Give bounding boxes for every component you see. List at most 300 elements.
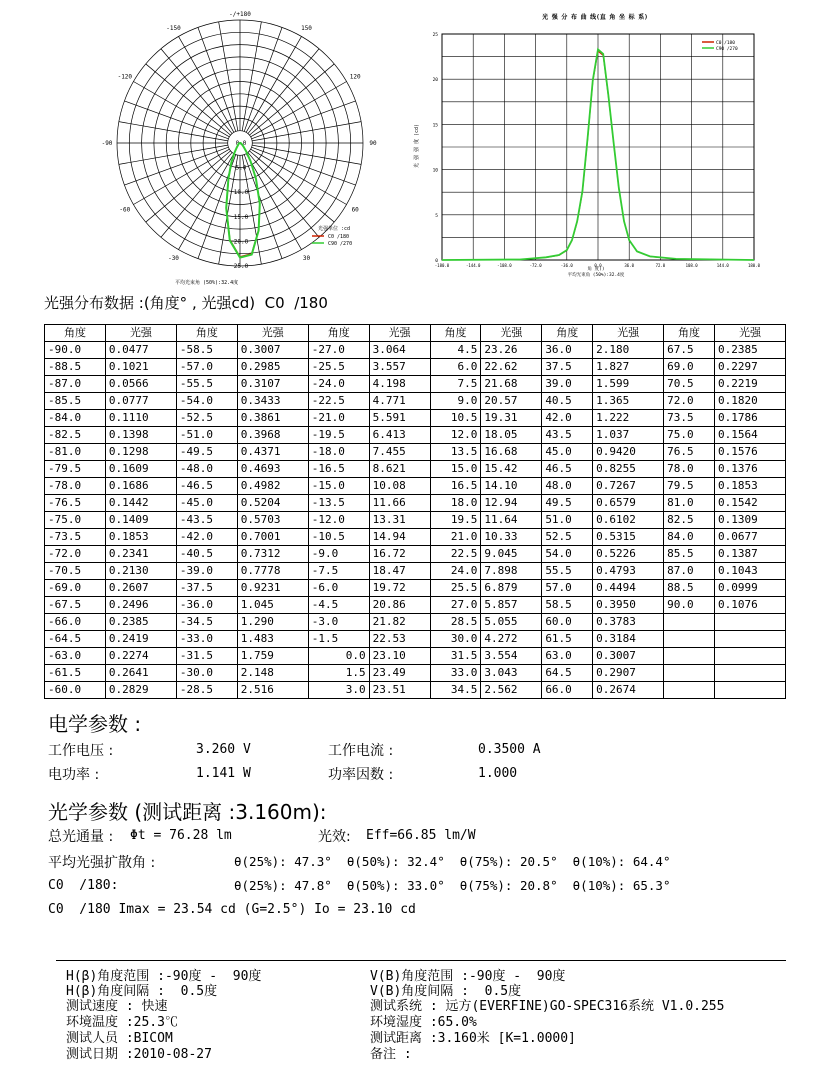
- intensity-cell: 0.2341: [105, 546, 176, 563]
- angle-cell: -6.0: [308, 580, 369, 597]
- polar-angle-label: 30: [302, 255, 311, 263]
- angle-cell: 55.5: [542, 563, 593, 580]
- intensity-cell: 0.0677: [714, 529, 785, 546]
- pf-value: 1.000: [478, 766, 518, 781]
- intensity-cell: 0.5315: [593, 529, 664, 546]
- intensity-cell: 2.148: [237, 665, 308, 682]
- intensity-cell: [714, 682, 785, 699]
- angle-cell: -81.0: [45, 444, 106, 461]
- polar-beam-caption: 平均光束角 (50%):32.4度: [175, 280, 239, 286]
- angle-cell: -76.5: [45, 495, 106, 512]
- intensity-cell: 22.53: [369, 631, 430, 648]
- intensity-cell: 0.2219: [714, 376, 785, 393]
- table-row: [45, 376, 786, 393]
- intensity-cell: 0.1853: [105, 529, 176, 546]
- flux-label: 总光通量 :: [48, 829, 114, 845]
- intensity-cell: 15.42: [481, 461, 542, 478]
- angle-cell: -48.0: [176, 461, 237, 478]
- intensity-cell: 4.272: [481, 631, 542, 648]
- intensity-cell: 2.562: [481, 682, 542, 699]
- polar-spoke: [119, 122, 228, 141]
- angle-cell: 7.5: [430, 376, 481, 393]
- cart-xtick: 180.0: [747, 263, 761, 268]
- angle-cell: -37.5: [176, 580, 237, 597]
- intensity-cell: 22.62: [481, 359, 542, 376]
- angle-cell: 16.5: [430, 478, 481, 495]
- intensity-cell: 1.045: [237, 597, 308, 614]
- footer-h-step: H(β)角度间隔 : 0.5度: [66, 984, 218, 999]
- intensity-cell: 23.51: [369, 682, 430, 699]
- table-body: [45, 342, 786, 699]
- avg-spread-values: θ(25%): 47.3° θ(50%): 32.4° θ(75%): 20.5° θ(10%): 64.4°: [234, 854, 671, 869]
- angle-cell: -24.0: [308, 376, 369, 393]
- angle-cell: -69.0: [45, 580, 106, 597]
- angle-cell: -21.0: [308, 410, 369, 427]
- intensity-cell: 13.31: [369, 512, 430, 529]
- intensity-cell: 0.2985: [237, 359, 308, 376]
- intensity-cell: 0.7312: [237, 546, 308, 563]
- polar-angle-label: -90: [101, 140, 113, 147]
- intensity-cell: 21.68: [481, 376, 542, 393]
- angle-cell: -63.0: [45, 648, 106, 665]
- angle-cell: 73.5: [664, 410, 715, 427]
- angle-cell: 37.5: [542, 359, 593, 376]
- intensity-cell: 7.898: [481, 563, 542, 580]
- cart-xtick: -36.0: [560, 263, 573, 268]
- intensity-cell: [714, 614, 785, 631]
- angle-cell: 88.5: [664, 580, 715, 597]
- angle-cell: 90.0: [664, 597, 715, 614]
- angle-cell: 61.5: [542, 631, 593, 648]
- angle-cell: 87.0: [664, 563, 715, 580]
- angle-cell: -52.5: [176, 410, 237, 427]
- table-header-cell: 光强: [714, 325, 785, 342]
- polar-legend-title: 光强单位 :cd: [318, 226, 351, 232]
- polar-radius-label: 15.0: [233, 213, 249, 221]
- intensity-cell: 0.0477: [105, 342, 176, 359]
- intensity-cell: 0.2829: [105, 682, 176, 699]
- angle-cell: -18.0: [308, 444, 369, 461]
- table-row: [45, 597, 786, 614]
- table-row: [45, 444, 786, 461]
- intensity-cell: 0.1298: [105, 444, 176, 461]
- table-row: [45, 478, 786, 495]
- footer-person: 测试人员 :BICOM: [66, 1031, 173, 1046]
- angle-cell: [664, 682, 715, 699]
- intensity-cell: 0.1564: [714, 427, 785, 444]
- intensity-cell: 0.1043: [714, 563, 785, 580]
- angle-cell: 67.5: [664, 342, 715, 359]
- angle-cell: -75.0: [45, 512, 106, 529]
- intensity-cell: 0.1609: [105, 461, 176, 478]
- cart-grid: [442, 34, 754, 260]
- angle-cell: 78.0: [664, 461, 715, 478]
- intensity-cell: 1.365: [593, 393, 664, 410]
- angle-cell: -4.5: [308, 597, 369, 614]
- angle-cell: [664, 631, 715, 648]
- table-header-cell: 光强: [481, 325, 542, 342]
- intensity-cell: 14.10: [481, 478, 542, 495]
- intensity-cell: 0.1820: [714, 393, 785, 410]
- angle-cell: 27.0: [430, 597, 481, 614]
- intensity-cell: 11.64: [481, 512, 542, 529]
- intensity-cell: 3.554: [481, 648, 542, 665]
- angle-cell: -19.5: [308, 427, 369, 444]
- intensity-cell: 3.064: [369, 342, 430, 359]
- polar-spoke: [219, 22, 238, 131]
- angle-cell: -36.0: [176, 597, 237, 614]
- intensity-cell: 0.1686: [105, 478, 176, 495]
- intensity-cell: 10.33: [481, 529, 542, 546]
- intensity-cell: 5.857: [481, 597, 542, 614]
- intensity-cell: 4.198: [369, 376, 430, 393]
- angle-cell: 42.0: [542, 410, 593, 427]
- footer-h-range: H(β)角度范围 :-90度 - 90度: [66, 969, 262, 984]
- polar-spoke: [119, 145, 228, 164]
- table-header-row: [45, 325, 786, 342]
- voltage-label: 工作电压 :: [48, 743, 114, 759]
- intensity-cell: 4.771: [369, 393, 430, 410]
- polar-angle-label: 90: [369, 140, 377, 147]
- angle-cell: 46.5: [542, 461, 593, 478]
- angle-cell: -55.5: [176, 376, 237, 393]
- intensity-cell: 0.5703: [237, 512, 308, 529]
- intensity-cell: 1.599: [593, 376, 664, 393]
- polar-radius-label: 0.0: [235, 140, 247, 147]
- footer-date: 测试日期 :2010-08-27: [66, 1047, 212, 1062]
- angle-cell: -73.5: [45, 529, 106, 546]
- intensity-cell: 0.1309: [714, 512, 785, 529]
- polar-legend-c90: C90 /270: [328, 241, 353, 247]
- angle-cell: 81.0: [664, 495, 715, 512]
- elec-title: 电学参数 :: [48, 712, 142, 736]
- angle-cell: 21.0: [430, 529, 481, 546]
- cart-xtick: -180.0: [434, 263, 450, 268]
- cart-ytick: 15: [432, 123, 438, 129]
- cart-ytick: 0: [435, 259, 438, 264]
- c0-spread-label: C0 /180:: [48, 878, 119, 893]
- angle-cell: -49.5: [176, 444, 237, 461]
- intensity-cell: 0.5204: [237, 495, 308, 512]
- angle-cell: [664, 648, 715, 665]
- table-row: [45, 342, 786, 359]
- table-row: [45, 648, 786, 665]
- angle-cell: -30.0: [176, 665, 237, 682]
- intensity-cell: 0.8255: [593, 461, 664, 478]
- cartesian-chart: [410, 6, 780, 286]
- polar-angle-label: 150: [301, 24, 312, 32]
- intensity-cell: 21.82: [369, 614, 430, 631]
- intensity-cell: 2.516: [237, 682, 308, 699]
- angle-cell: -33.0: [176, 631, 237, 648]
- table-row: [45, 495, 786, 512]
- angle-cell: 75.0: [664, 427, 715, 444]
- polar-radius-label: 5.0: [235, 164, 247, 172]
- intensity-cell: 0.3968: [237, 427, 308, 444]
- polar-angle-label: -/+180: [229, 11, 251, 18]
- angle-cell: -54.0: [176, 393, 237, 410]
- angle-cell: -40.5: [176, 546, 237, 563]
- cart-xtick: 0.0: [594, 263, 602, 268]
- polar-radius-label: 20.0: [233, 238, 249, 246]
- angle-cell: 3.0: [308, 682, 369, 699]
- intensity-cell: 0.1110: [105, 410, 176, 427]
- footer-humidity: 环境湿度 :65.0%: [370, 1015, 477, 1030]
- table-row: [45, 393, 786, 410]
- polar-radius-label: 10.0: [233, 189, 249, 197]
- angle-cell: 6.0: [430, 359, 481, 376]
- polar-spoke: [242, 22, 261, 131]
- angle-cell: 43.5: [542, 427, 593, 444]
- power-value: 1.141 W: [196, 766, 251, 781]
- angle-cell: -58.5: [176, 342, 237, 359]
- intensity-cell: 0.1076: [714, 597, 785, 614]
- intensity-cell: 0.6579: [593, 495, 664, 512]
- c0-spread-values: θ(25%): 47.8° θ(50%): 33.0° θ(75%): 20.8° θ(10%): 65.3°: [234, 878, 671, 893]
- angle-cell: -7.5: [308, 563, 369, 580]
- polar-grid: [117, 20, 363, 270]
- intensity-cell: 0.7267: [593, 478, 664, 495]
- angle-cell: 48.0: [542, 478, 593, 495]
- angle-cell: 1.5: [308, 665, 369, 682]
- intensity-cell: 0.6102: [593, 512, 664, 529]
- cart-ytick: 25: [432, 33, 438, 38]
- intensity-cell: 0.4693: [237, 461, 308, 478]
- eff-label: 光效:: [318, 829, 351, 845]
- angle-cell: -42.0: [176, 529, 237, 546]
- angle-cell: -60.0: [45, 682, 106, 699]
- pf-label: 功率因数 :: [328, 767, 394, 783]
- intensity-cell: 0.3433: [237, 393, 308, 410]
- intensity-cell: 0.1376: [714, 461, 785, 478]
- intensity-cell: 18.47: [369, 563, 430, 580]
- polar-angle-label: 120: [349, 73, 361, 81]
- footer-v-range: V(B)角度范围 :-90度 - 90度: [370, 969, 566, 984]
- table-row: [45, 631, 786, 648]
- power-label: 电功率 :: [48, 767, 100, 783]
- angle-cell: 15.0: [430, 461, 481, 478]
- cart-legend-c90: C90 /270: [716, 47, 738, 52]
- polar-angle-label: -60: [119, 206, 131, 214]
- angle-cell: 33.0: [430, 665, 481, 682]
- angle-cell: [664, 614, 715, 631]
- footer-system: 测试系统 : 远方(EVERFINE)GO-SPEC316系统 V1.0.255: [370, 999, 725, 1014]
- angle-cell: -39.0: [176, 563, 237, 580]
- intensity-cell: 0.2385: [105, 614, 176, 631]
- angle-cell: 69.0: [664, 359, 715, 376]
- intensity-cell: 0.4371: [237, 444, 308, 461]
- table-row: [45, 427, 786, 444]
- table-header-cell: 角度: [45, 325, 106, 342]
- angle-cell: 19.5: [430, 512, 481, 529]
- angle-cell: 66.0: [542, 682, 593, 699]
- angle-cell: -67.5: [45, 597, 106, 614]
- table-header-cell: 角度: [176, 325, 237, 342]
- intensity-cell: 10.08: [369, 478, 430, 495]
- table-header-cell: 光强: [105, 325, 176, 342]
- intensity-cell: 19.31: [481, 410, 542, 427]
- intensity-cell: 7.455: [369, 444, 430, 461]
- polar-legend-c0: C0 /180: [328, 234, 350, 240]
- angle-cell: -28.5: [176, 682, 237, 699]
- angle-cell: 54.0: [542, 546, 593, 563]
- cart-xtick: 72.0: [655, 263, 666, 268]
- avg-spread-label: 平均光强扩散角 :: [48, 855, 156, 871]
- table-row: [45, 665, 786, 682]
- table-row: [45, 682, 786, 699]
- angle-cell: 64.5: [542, 665, 593, 682]
- angle-cell: -12.0: [308, 512, 369, 529]
- cart-xtick: -144.0: [465, 263, 481, 268]
- angle-cell: 58.5: [542, 597, 593, 614]
- intensity-cell: 0.3107: [237, 376, 308, 393]
- intensity-cell: 23.26: [481, 342, 542, 359]
- angle-cell: -90.0: [45, 342, 106, 359]
- intensity-cell: 14.94: [369, 529, 430, 546]
- angle-cell: 4.5: [430, 342, 481, 359]
- angle-cell: -13.5: [308, 495, 369, 512]
- intensity-cell: 1.290: [237, 614, 308, 631]
- angle-cell: 12.0: [430, 427, 481, 444]
- intensity-cell: 23.49: [369, 665, 430, 682]
- intensity-cell: 9.045: [481, 546, 542, 563]
- footer-temp: 环境温度 :25.3℃: [66, 1015, 178, 1030]
- intensity-cell: 0.2274: [105, 648, 176, 665]
- angle-cell: 52.5: [542, 529, 593, 546]
- polar-angle-label: -120: [117, 73, 133, 81]
- intensity-cell: 0.1786: [714, 410, 785, 427]
- table-header-cell: 光强: [237, 325, 308, 342]
- table-row: [45, 529, 786, 546]
- cart-ytick: 5: [435, 213, 438, 219]
- angle-cell: 36.0: [542, 342, 593, 359]
- angle-cell: -82.5: [45, 427, 106, 444]
- table-row: [45, 563, 786, 580]
- intensity-cell: 2.180: [593, 342, 664, 359]
- angle-cell: 30.0: [430, 631, 481, 648]
- intensity-cell: 0.4982: [237, 478, 308, 495]
- intensity-cell: 0.3950: [593, 597, 664, 614]
- angle-cell: 49.5: [542, 495, 593, 512]
- cart-title: 光 强 分 布 曲 线(直 角 坐 标 系): [542, 14, 648, 21]
- angle-cell: -79.5: [45, 461, 106, 478]
- intensity-cell: 0.2641: [105, 665, 176, 682]
- angle-cell: -9.0: [308, 546, 369, 563]
- intensity-cell: 19.72: [369, 580, 430, 597]
- polar-chart: [80, 10, 400, 290]
- angle-cell: -88.5: [45, 359, 106, 376]
- angle-cell: -25.5: [308, 359, 369, 376]
- angle-cell: -3.0: [308, 614, 369, 631]
- intensity-cell: 0.1576: [714, 444, 785, 461]
- table-title: 光强分布数据 :(角度° , 光强cd) C0 /180: [44, 294, 328, 312]
- footer-divider: [56, 960, 786, 961]
- cart-xtick: 36.0: [624, 263, 635, 268]
- intensity-cell: 0.5226: [593, 546, 664, 563]
- cart-ticks: [433, 32, 761, 268]
- intensity-cell: 0.9420: [593, 444, 664, 461]
- intensity-cell: 0.3783: [593, 614, 664, 631]
- angle-cell: 22.5: [430, 546, 481, 563]
- intensity-cell: 16.68: [481, 444, 542, 461]
- intensity-cell: 0.9231: [237, 580, 308, 597]
- angle-cell: -1.5: [308, 631, 369, 648]
- intensity-cell: 6.413: [369, 427, 430, 444]
- angle-cell: -72.0: [45, 546, 106, 563]
- table-header-cell: 角度: [542, 325, 593, 342]
- angle-cell: 13.5: [430, 444, 481, 461]
- flux-value: Φt = 76.28 lm: [130, 828, 232, 843]
- intensity-cell: [714, 631, 785, 648]
- angle-cell: -51.0: [176, 427, 237, 444]
- angle-cell: -27.0: [308, 342, 369, 359]
- angle-cell: 85.5: [664, 546, 715, 563]
- intensity-cell: 0.2297: [714, 359, 785, 376]
- angle-cell: 63.0: [542, 648, 593, 665]
- intensity-cell: 23.10: [369, 648, 430, 665]
- intensity-cell: 0.1542: [714, 495, 785, 512]
- angle-cell: 79.5: [664, 478, 715, 495]
- polar-spoke: [252, 145, 361, 164]
- cart-legend-c0: C0 /180: [716, 41, 735, 46]
- cart-xtick: -72.0: [529, 263, 542, 268]
- table-row: [45, 359, 786, 376]
- table-row: [45, 614, 786, 631]
- angle-cell: -10.5: [308, 529, 369, 546]
- footer-speed: 测试速度 : 快速: [66, 999, 168, 1014]
- intensity-cell: 0.2419: [105, 631, 176, 648]
- angle-cell: 10.5: [430, 410, 481, 427]
- angle-cell: -87.0: [45, 376, 106, 393]
- angle-cell: 84.0: [664, 529, 715, 546]
- intensity-cell: 0.3007: [237, 342, 308, 359]
- footer-v-step: V(B)角度间隔 : 0.5度: [370, 984, 522, 999]
- angle-cell: -46.5: [176, 478, 237, 495]
- current-label: 工作电流 :: [328, 743, 394, 759]
- intensity-cell: 20.57: [481, 393, 542, 410]
- intensity-cell: 0.1409: [105, 512, 176, 529]
- intensity-cell: 1.759: [237, 648, 308, 665]
- eff-value: Eff=66.85 lm/W: [366, 828, 476, 843]
- cart-xtick: 108.0: [685, 263, 698, 268]
- intensity-cell: 0.1021: [105, 359, 176, 376]
- angle-cell: 0.0: [308, 648, 369, 665]
- table-row: [45, 546, 786, 563]
- intensity-cell: 1.222: [593, 410, 664, 427]
- polar-angle-label: -150: [166, 24, 181, 32]
- intensity-cell: 0.1442: [105, 495, 176, 512]
- angle-cell: -85.5: [45, 393, 106, 410]
- intensity-cell: 0.2130: [105, 563, 176, 580]
- table-header-cell: 角度: [430, 325, 481, 342]
- angle-cell: -16.5: [308, 461, 369, 478]
- intensity-cell: 0.2496: [105, 597, 176, 614]
- intensity-cell: 1.827: [593, 359, 664, 376]
- angle-cell: -66.0: [45, 614, 106, 631]
- angle-cell: -64.5: [45, 631, 106, 648]
- angle-cell: [664, 665, 715, 682]
- cart-beam-caption: 平均光束角 (50%):32.4度: [567, 273, 625, 278]
- angle-cell: 57.0: [542, 580, 593, 597]
- angle-cell: 51.0: [542, 512, 593, 529]
- angle-cell: -45.0: [176, 495, 237, 512]
- intensity-cell: [714, 648, 785, 665]
- angle-cell: 40.5: [542, 393, 593, 410]
- intensity-cell: 0.1398: [105, 427, 176, 444]
- intensity-cell: 0.2385: [714, 342, 785, 359]
- angle-cell: 60.0: [542, 614, 593, 631]
- angle-cell: 76.5: [664, 444, 715, 461]
